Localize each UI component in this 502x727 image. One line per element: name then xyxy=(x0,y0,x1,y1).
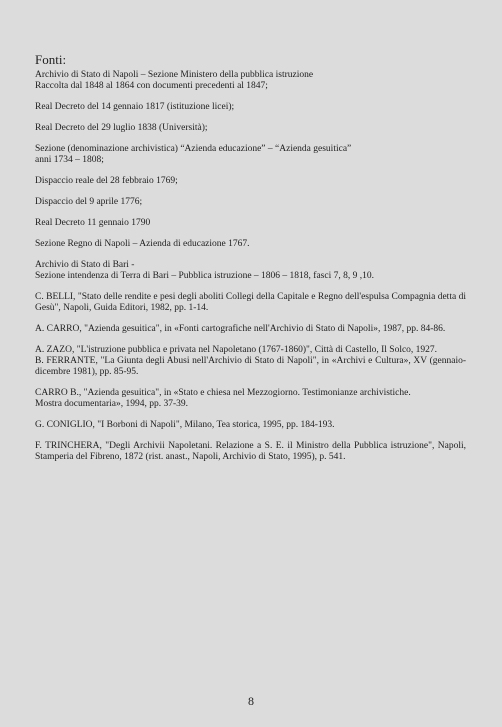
source-entry xyxy=(35,102,466,113)
entry-line: Raccolta dal 1848 al 1864 con documenti precedenti al 1847; xyxy=(35,81,268,91)
source-entry xyxy=(35,197,466,208)
entry-line: anni 1734 – 1808; xyxy=(35,155,104,165)
entry-line: Real Decreto del 14 gennaio 1817 (istituzione licei); xyxy=(35,102,235,112)
source-entry xyxy=(35,260,466,282)
source-entry xyxy=(35,356,466,378)
section-heading: Fonti: xyxy=(35,52,67,67)
entry-line: C. BELLI, "Stato delle rendite e pesi degli aboliti Collegi della Capitale e Regno dell'espulsa Compagnia detta di Gesù", Napoli, Guida Editori, 1982, pp. 1-14. xyxy=(35,292,466,313)
source-entry xyxy=(35,218,466,229)
source-entry xyxy=(35,388,466,410)
entry-line: Real Decreto 11 gennaio 1790 xyxy=(35,218,151,228)
source-entry xyxy=(35,176,466,187)
entry-line: Sezione Regno di Napoli – Azienda di educazione 1767. xyxy=(35,239,250,249)
source-entry xyxy=(35,345,466,356)
entry-line: CARRO B., "Azienda gesuitica", in «Stato e chiesa nel Mezzogiorno. Testimonianze archivistiche. xyxy=(35,388,411,398)
sources-list xyxy=(35,70,466,473)
entry-line: Mostra documentaria», 1994, pp. 37-39. xyxy=(35,399,189,409)
entry-line: Archivio di Stato di Bari - xyxy=(35,260,135,270)
entry-line: Sezione intendenza di Terra di Bari – Pubblica istruzione – 1806 – 1818, fasci 7, 8, 9 ,10. xyxy=(35,271,374,281)
entry-line: B. FERRANTE, "La Giunta degli Abusi nell'Archivio di Stato di Napoli", in «Archivi e Cultura», XV (gennaio-dicembre 1981), pp. 85-95. xyxy=(35,356,466,377)
source-entry xyxy=(35,292,466,314)
entry-line: Dispaccio reale del 28 febbraio 1769; xyxy=(35,176,178,186)
entry-line: Sezione (denominazione archivistica) “Azienda educazione” – “Azienda gesuitica” xyxy=(35,144,352,154)
source-entry xyxy=(35,420,466,431)
source-entry xyxy=(35,123,466,134)
entry-line: F. TRINCHERA, "Degli Archivii Napoletani. Relazione a S. E. il Ministro della Pubblica istruzione", Napoli, Stamperia del Fibreno, 1872 (rist. anast., Napoli, Archivio di Stato, 1995), p. 541. xyxy=(35,441,466,462)
source-entry xyxy=(35,441,466,463)
source-entry xyxy=(35,239,466,250)
entry-line: Archivio di Stato di Napoli – Sezione Ministero della pubblica istruzione xyxy=(35,70,314,80)
source-entry xyxy=(35,324,466,335)
entry-line: Dispaccio del 9 aprile 1776; xyxy=(35,197,143,207)
page-number: 8 xyxy=(248,694,254,708)
entry-line: A. CARRO, "Azienda gesuitica", in «Fonti cartografiche nell'Archivio di Stato di Napoli», 1987, pp. 84-86. xyxy=(35,324,446,334)
entry-line: Real Decreto del 29 luglio 1838 (Università); xyxy=(35,123,208,133)
entry-line: G. CONIGLIO, "I Borboni di Napoli", Milano, Tea storica, 1995, pp. 184-193. xyxy=(35,420,335,430)
source-entry xyxy=(35,70,466,92)
entry-line: A. ZAZO, "L'istruzione pubblica e privata nel Napoletano (1767-1860)", Città di Castello, Il Solco, 1927. xyxy=(35,345,438,355)
source-entry xyxy=(35,144,466,166)
